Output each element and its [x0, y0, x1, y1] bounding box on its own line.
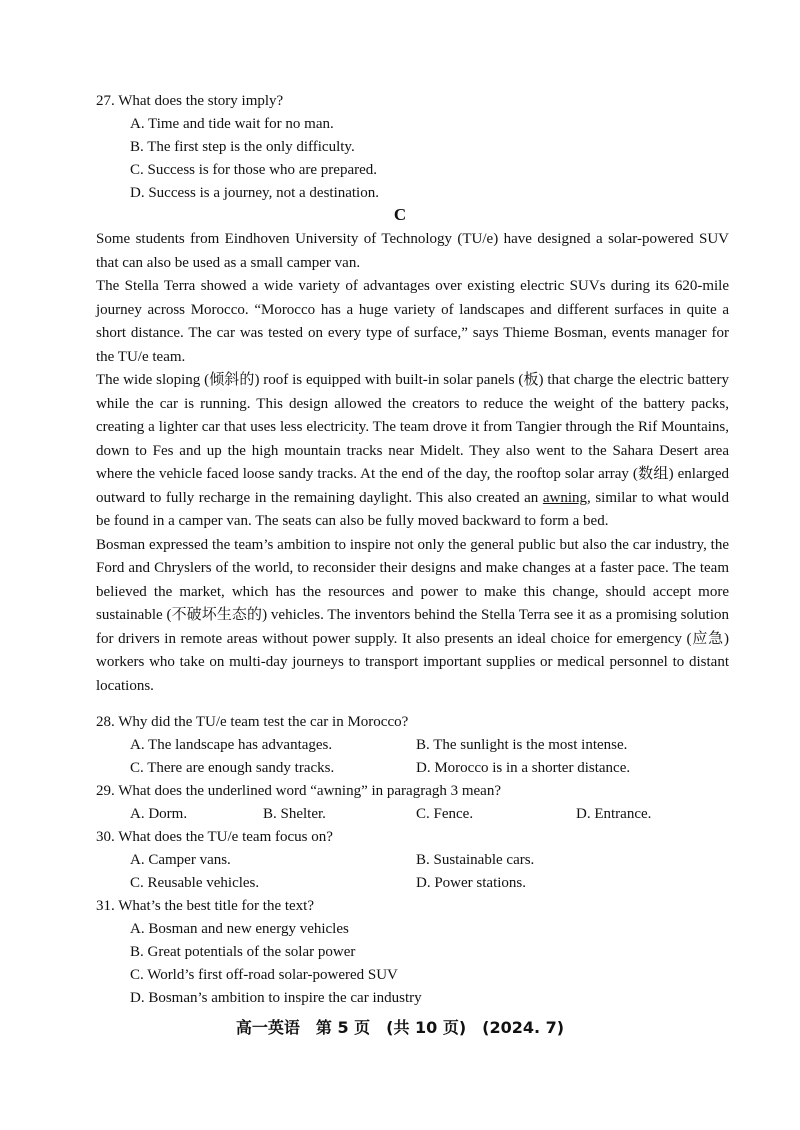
question-28-option-a: A. The landscape has advantages. [130, 737, 333, 753]
question-28-option-b: B. The sunlight is the most intense. [416, 737, 628, 753]
question-30-stem: 30. What does the TU/e team focus on? [96, 829, 333, 845]
question-31-stem: 31. What’s the best title for the text? [96, 898, 314, 914]
passage-paragraph-1 [96, 228, 729, 275]
question-28-stem: 28. Why did the TU/e team test the car in Morocco? [96, 714, 409, 730]
question-27-option-c: C. Success is for those who are prepared. [130, 162, 378, 178]
question-29-option-a: A. Dorm. [130, 806, 188, 822]
question-29-stem: 29. What does the underlined word “awning” in paragragh 3 mean? [96, 783, 501, 799]
passage-paragraph-2 [96, 275, 729, 369]
section-label: C [393, 205, 407, 224]
question-27-option-d: D. Success is a journey, not a destination. [130, 185, 379, 201]
question-28-option-c: C. There are enough sandy tracks. [130, 760, 335, 776]
question-30-option-a: A. Camper vans. [130, 852, 231, 868]
question-27-option-b: B. The first step is the only difficulty. [130, 139, 355, 155]
question-27-option-a: A. Time and tide wait for no man. [130, 116, 334, 132]
passage-paragraph-4 [96, 534, 729, 699]
underlined-word-awning: awning [542, 489, 588, 506]
question-31-option-a: A. Bosman and new energy vehicles [130, 921, 349, 937]
page-footer: 高一英语 第 5 页 (共 10 页) (2024. 7) [235, 1018, 565, 1037]
passage-p3-text-after: , similar to what would be found in a camper van. The seats can also be fully moved backward to form a bed. [96, 489, 729, 529]
question-30-option-d: D. Power stations. [416, 875, 526, 891]
question-31-option-b: B. Great potentials of the solar power [130, 944, 356, 960]
passage-paragraph-3 [96, 369, 729, 534]
passage-p4-text: Bosman expressed the team’s ambition to inspire not only the general public but also the car industry, the Ford and Chryslers of the world, to reconsider their designs and make changes at a faster pace. The team believed the market, which has the resources and power to make this change, should accept more sustainable (不破坏生态的) vehicles. The inventors behind the Stella Terra see it as a promising solution for drivers in remote areas without power supply. It also presents an ideal choice for emergency (应急) workers who take on multi-day journeys to transport important supplies or medical personnel to distant locations. [96, 536, 729, 694]
question-31-option-c: C. World’s first off-road solar-powered SUV [130, 967, 398, 983]
passage-p3-text-before: The wide sloping (倾斜的) roof is equipped with built-in solar panels (板) that charge the electric battery while the car is running. This design allowed the creators to reduce the weight of the battery packs, creating a lighter car that uses less electricity. The team drove it from Tangier through the Rif Mountains, down to Fes and up the high mountain tracks near Midelt. They also went to the Sahara Desert area where the vehicle faced loose sandy tracks. At the end of the day, the rooftop solar array (数组) enlarged outward to fully recharge in the remaining daylight. This also created an [96, 372, 729, 506]
question-29-option-b: B. Shelter. [263, 806, 326, 822]
question-30-option-c: C. Reusable vehicles. [130, 875, 260, 891]
question-31-option-d: D. Bosman’s ambition to inspire the car industry [130, 990, 422, 1006]
passage [96, 228, 729, 698]
passage-p1-text: Some students from Eindhoven University of Technology (TU/e) have designed a solar-powered SUV that can also be used as a small camper van. [96, 231, 729, 271]
question-29-option-c: C. Fence. [416, 806, 474, 822]
question-28-option-d: D. Morocco is in a shorter distance. [416, 760, 631, 776]
question-30-option-b: B. Sustainable cars. [416, 852, 535, 868]
question-27-stem: 27. What does the story imply? [96, 93, 284, 109]
question-29-option-d: D. Entrance. [576, 806, 652, 822]
passage-p2-text: The Stella Terra showed a wide variety of advantages over existing electric SUVs during its 620-mile journey across Morocco. “Morocco has a huge variety of landscapes and different surfaces in quite a short distance. The car was tested on every type of surface,” says Thieme Bosman, events manager for the TU/e team. [96, 278, 729, 365]
